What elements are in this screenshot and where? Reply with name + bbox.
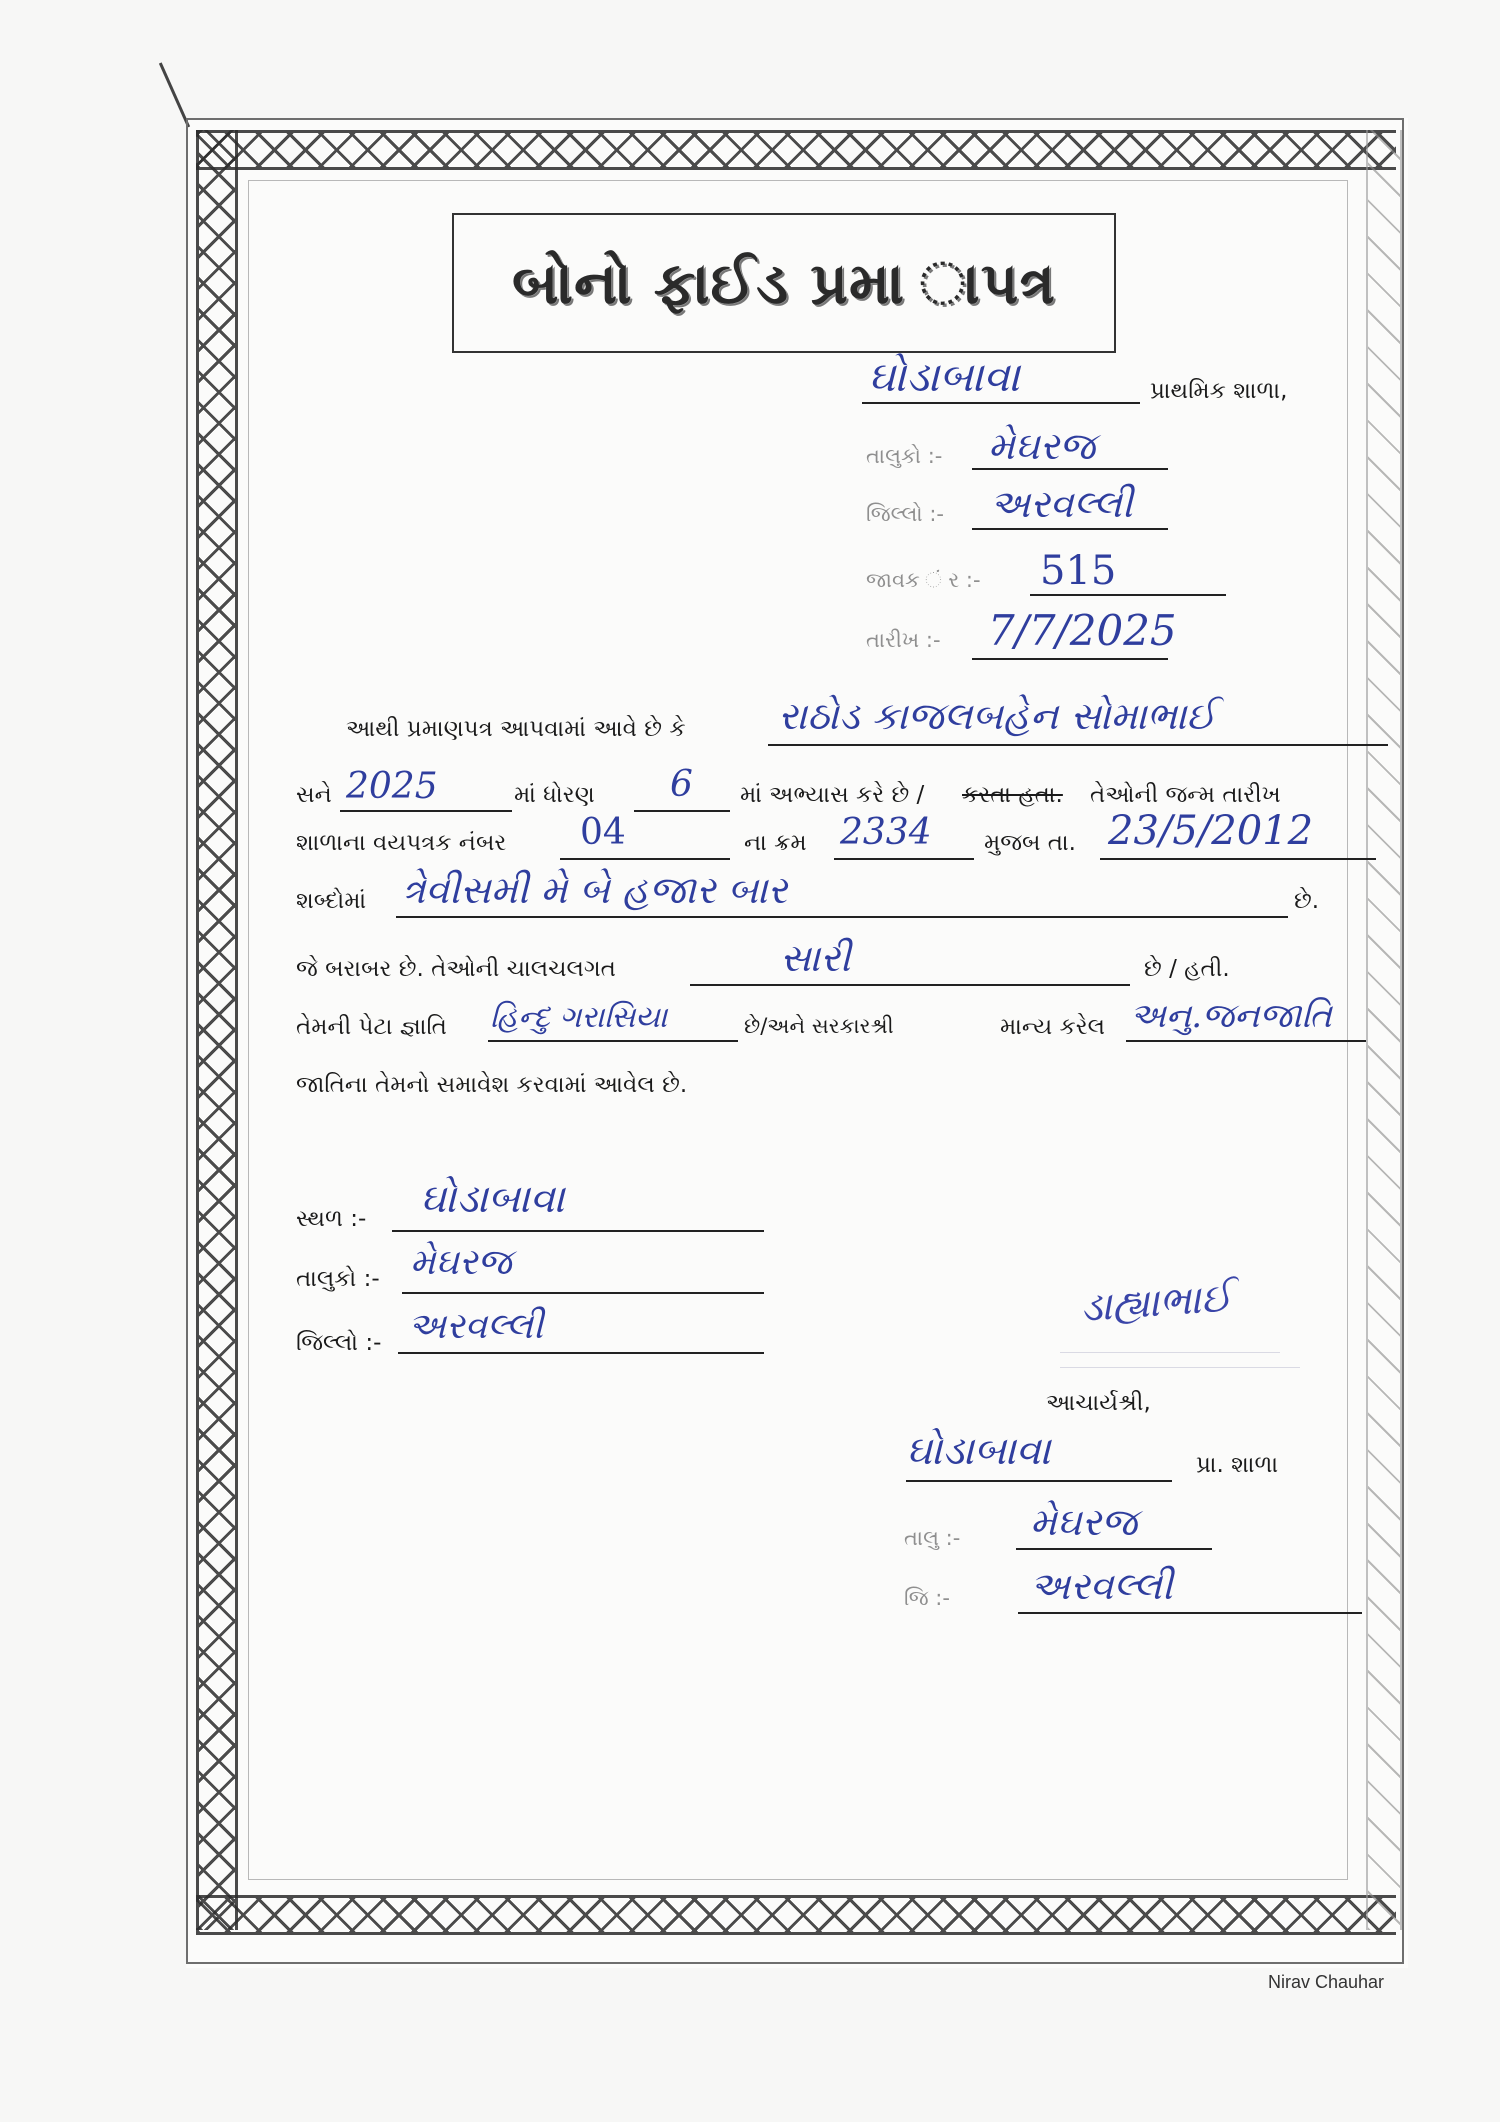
district-label: જિલ્લો :- bbox=[866, 502, 944, 526]
standard-underline bbox=[634, 810, 730, 812]
certificate-title: બોનો ફાઈડ પ્રમા ાપત્ર bbox=[511, 248, 1057, 317]
taluka-underline bbox=[972, 468, 1168, 470]
register-number-underline bbox=[560, 858, 730, 860]
outward-number-label: જાવક ં ર :- bbox=[866, 568, 981, 592]
category-value: અનુ.જનજાતિ bbox=[1130, 996, 1332, 1036]
signature-school-name-value: ઘોડાબાવા bbox=[906, 1428, 1051, 1474]
district-value: અરવલ્લી bbox=[990, 482, 1133, 526]
signature-district-value: અરવલ્લી bbox=[1030, 1564, 1173, 1608]
line2-prefix: સને bbox=[296, 782, 332, 808]
taluka-value: મેઘરજ bbox=[988, 424, 1096, 468]
signature-taluka-value: મેઘરજ bbox=[1030, 1500, 1138, 1544]
line7-text: જાતિના તેમનો સમાવેશ કરવામાં આવેલ છે. bbox=[296, 1072, 688, 1098]
school-name-value: ઘોડાબાવા bbox=[868, 352, 1020, 401]
signature-school-name-underline bbox=[906, 1480, 1172, 1482]
serial-number-underline bbox=[834, 858, 974, 860]
border-band-bottom bbox=[196, 1895, 1396, 1935]
place-value: ઘોડાબાવા bbox=[420, 1176, 565, 1222]
line6-prefix: તેમની પેટા જ્ઞાતિ bbox=[296, 1014, 447, 1040]
line3-mid: ના ક્રમ bbox=[744, 830, 807, 856]
line5-suffix: છે / હતી. bbox=[1144, 956, 1230, 982]
footer-credit: Nirav Chauhar bbox=[1268, 1972, 1385, 1992]
border-band-top bbox=[196, 130, 1396, 170]
line6-mid2: માન્ય કરેલ bbox=[1000, 1014, 1106, 1040]
place-label: સ્થળ :- bbox=[296, 1206, 367, 1232]
year-underline bbox=[340, 810, 512, 812]
title-box bbox=[452, 213, 1116, 353]
signature-school-suffix: પ્રા. શાળા bbox=[1196, 1452, 1279, 1478]
line2-mid: માં ધોરણ bbox=[514, 782, 595, 808]
category-underline bbox=[1126, 1040, 1366, 1042]
register-number-value: 04 bbox=[580, 812, 626, 853]
principal-signature: ડાહ્યાભાઈ bbox=[1078, 1274, 1234, 1332]
line6-mid: છે/અને સરકારશ્રી bbox=[744, 1014, 894, 1038]
school-name-underline bbox=[862, 402, 1140, 404]
place-district-underline bbox=[398, 1352, 764, 1354]
student-name-underline bbox=[768, 744, 1388, 746]
signature-taluka-underline bbox=[1016, 1548, 1212, 1550]
date-label: તારીખ :- bbox=[866, 628, 941, 652]
serial-number-value: 2334 bbox=[840, 812, 932, 853]
place-district-value: અરવલ્લી bbox=[408, 1306, 544, 1347]
taluka-label: તાલુકો :- bbox=[866, 444, 943, 468]
birth-date-words-value: ત્રેવીસમી મે બે હજાર બાર bbox=[402, 868, 788, 912]
place-taluka-label: તાલુકો :- bbox=[296, 1266, 380, 1292]
signature-district-label: જિ :- bbox=[904, 1586, 950, 1610]
sub-caste-value: હિન્દુ ગરાસિયા bbox=[490, 1000, 668, 1035]
border-band-right bbox=[1366, 130, 1402, 1930]
birth-date-underline bbox=[1100, 858, 1376, 860]
line3-prefix: શાળાના વયપત્રક નંબર bbox=[296, 830, 507, 856]
school-suffix-label: પ્રાથમિક શાળા, bbox=[1150, 378, 1288, 404]
conduct-underline bbox=[690, 984, 1130, 986]
line2-struck-text: કરતા હતા. bbox=[962, 782, 1063, 808]
line4-suffix: છે. bbox=[1294, 888, 1320, 914]
birth-date-value: 23/5/2012 bbox=[1108, 808, 1314, 854]
signature-taluka-label: તાલુ :- bbox=[904, 1526, 961, 1550]
sub-caste-underline bbox=[488, 1040, 738, 1042]
faint-stamp-impression bbox=[1060, 1338, 1340, 1368]
conduct-value: સારી bbox=[780, 936, 851, 980]
year-value: 2025 bbox=[346, 766, 438, 807]
place-taluka-value: મેઘરજ bbox=[410, 1242, 512, 1283]
principal-label: આચાર્યશ્રી, bbox=[1046, 1390, 1151, 1416]
border-band-left bbox=[196, 130, 238, 1930]
line3-mid2: મુજબ તા. bbox=[984, 830, 1076, 856]
place-underline bbox=[392, 1230, 764, 1232]
outward-number-value: 515 bbox=[1040, 548, 1117, 594]
date-underline bbox=[972, 658, 1168, 660]
birth-date-words-underline bbox=[396, 916, 1288, 918]
outward-number-underline bbox=[1030, 594, 1226, 596]
line2-end: તેઓની જન્મ તારીખ bbox=[1090, 782, 1281, 808]
signature-district-underline bbox=[1018, 1612, 1362, 1614]
student-name-value: રાઠોડ કાજલબહેન સોમાભાઈ bbox=[778, 694, 1216, 738]
line5-prefix: જે બરાબર છે. તેઓની ચાલચલગત bbox=[296, 956, 616, 982]
district-underline bbox=[972, 528, 1168, 530]
line2-suffix: માં અભ્યાસ કરે છે / bbox=[740, 782, 925, 808]
line1-prefix: આથી પ્રમાણપત્ર આપવામાં આવે છે કે bbox=[346, 716, 686, 742]
standard-value: 6 bbox=[670, 764, 693, 805]
date-value: 7/7/2025 bbox=[988, 606, 1177, 655]
place-taluka-underline bbox=[402, 1292, 764, 1294]
line4-prefix: શબ્દોમાં bbox=[296, 888, 367, 914]
place-district-label: જિલ્લો :- bbox=[296, 1330, 382, 1356]
